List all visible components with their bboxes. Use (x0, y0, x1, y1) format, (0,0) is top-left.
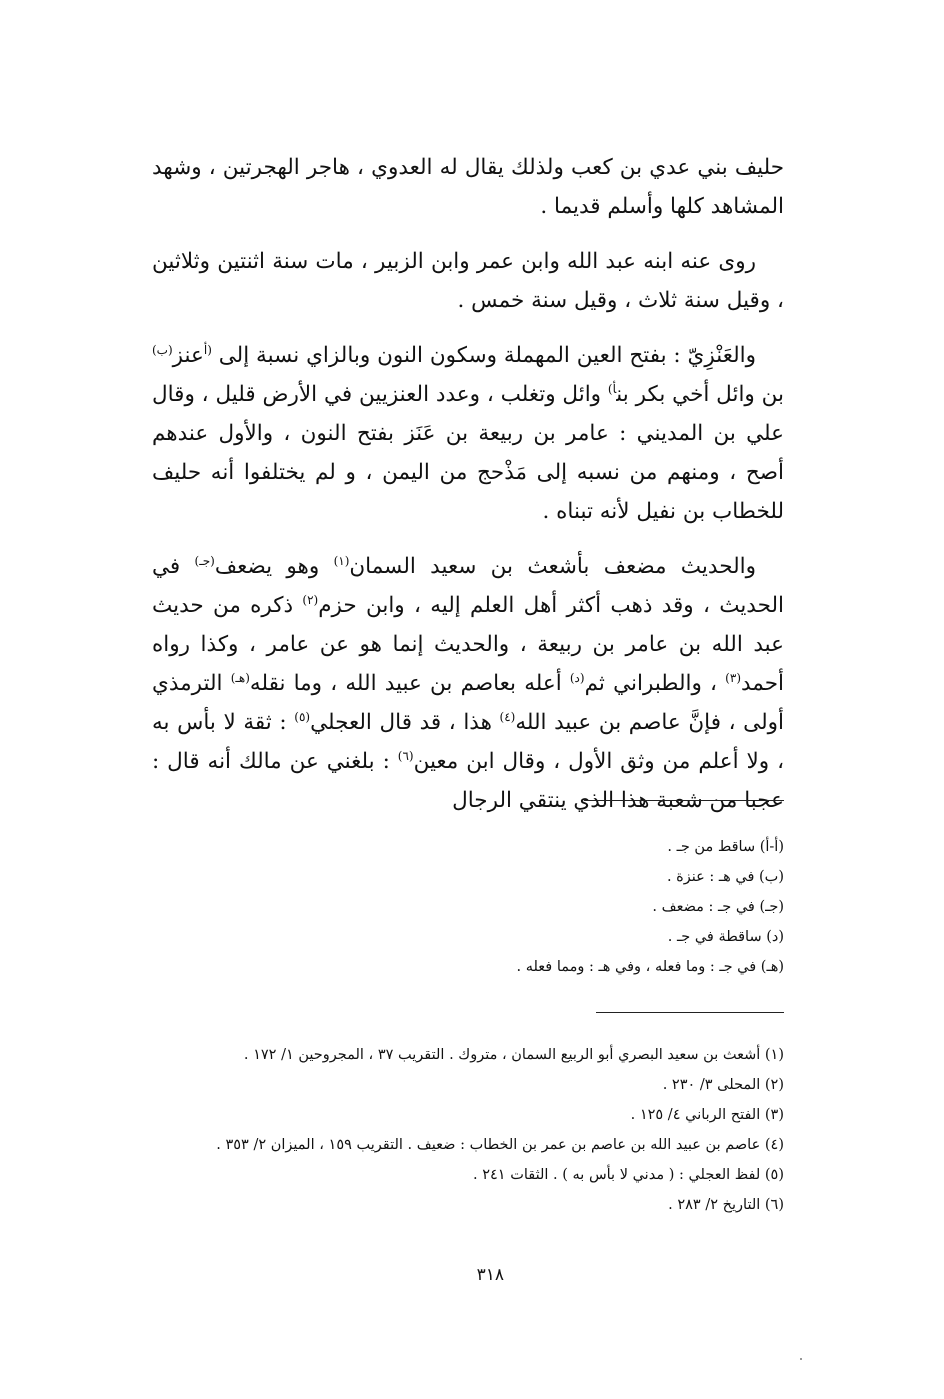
scan-speck (800, 1358, 802, 1360)
paragraph-3-text: عنز (172, 343, 204, 368)
footnote-ref-2: (٢) (302, 593, 319, 607)
paragraph-4-text: الترمذي أولى ، فإنَّ عاصم بن عبيد الله (152, 671, 784, 735)
footnote-ref-3: (٣) (725, 671, 741, 685)
variant-marker-dal: (د) (569, 671, 585, 685)
paragraph-4-text: ذكره من حديث عبد الله بن عامر بن ربيعة ، والحديث إنما هو عن عامر ، وكذا رواه أحمد (152, 593, 784, 696)
apparatus-note: (ب) في هـ : عنزة . (666, 869, 784, 885)
apparatus-notes (104, 832, 784, 982)
footnote: (١) أشعث بن سعيد البصري أبو الربيع السمان ، متروك . التقريب ٣٧ ، المجروحين ١/ ١٧٢ . (243, 1047, 784, 1063)
page-number: ٣١٨ (476, 1265, 504, 1285)
paragraph-4-text: أعله بعاصم بن عبيد الله ، وما نقله (249, 671, 570, 696)
paragraph-3-text: وائل وتغلب ، وعدد العنزيين في الأرض قليل ، وقال علي بن المديني : عامر بن ربيعة بن عَنَز بفتح النون ، والأول عندهم أصح ، ومنهم من نسبه إلى مَذْحج من اليمن ، و لم يختلفوا أنه حليف للخطاب بن نفيل لأنه تبناه . (152, 382, 784, 524)
paragraph-3-text: والعَنْزِيّ : بفتح العين المهملة وسكون النون وبالزاي نسبة إلى (211, 343, 756, 368)
paragraph-4-text: والحديث مضعف بأشعث بن سعيد السمان (349, 554, 756, 579)
paragraph-4-text: : بلغني عن مالك أنه قال : عجبا من شعبة هذا الذي ينتقي الرجال (152, 749, 784, 813)
footnote-ref-6: (٦) (397, 749, 414, 763)
paragraph-4-text: ، والطبراني ثم (584, 671, 726, 696)
paragraph-3-text: بن وائل أخي بكر بن (616, 382, 785, 407)
footnote-ref-4: (٤) (499, 710, 516, 724)
footnote-ref-5: (٥) (294, 710, 311, 724)
paragraph-4-text: هذا ، قد قال العجلي (310, 710, 500, 735)
footnote: (٢) المحلى ٣/ ٢٣٠ . (662, 1077, 784, 1093)
variant-marker-jim: (جـ) (194, 554, 215, 568)
paragraph-2 (152, 242, 784, 320)
apparatus-note: (د) ساقطة في جـ . (667, 929, 784, 945)
variant-marker-alif-close: أ) (607, 382, 617, 396)
apparatus-note: (هـ) في جـ : وما فعله ، وفي هـ : ومما فعله . (516, 959, 784, 975)
paragraph-2-text: روى عنه ابنه عبد الله وابن عمر وابن الزبير ، مات سنة اثنتين وثلاثين ، وقيل سنة ثلاث ، وقيل سنة خمس . (152, 249, 784, 313)
footnotes (104, 1040, 784, 1220)
paragraph-3 (152, 336, 784, 531)
footnote: (٥) لفظ العجلي : ( مدني لا بأس به ) . الثقات ٢٤١ . (473, 1167, 784, 1183)
footnote-ref-1: (١) (333, 554, 350, 568)
paragraph-4-text: في الحديث ، وقد ذهب أكثر أهل العلم إليه ، وابن حزم (152, 554, 784, 618)
paragraph-4-text: وهو يضعف (214, 554, 334, 579)
paragraph-4 (152, 547, 784, 820)
footnotes-divider (596, 1012, 784, 1013)
main-text (152, 148, 784, 836)
footnote: (٦) التاريخ ٢/ ٢٨٣ . (668, 1197, 784, 1213)
footnote: (٣) الفتح الرباني ٤/ ١٢٥ . (630, 1107, 784, 1123)
paragraph-1-text: حليف بني عدي بن كعب ولذلك يقال له العدوي ، هاجر الهجرتين ، وشهد المشاهد كلها وأسلم قديما . (152, 155, 784, 219)
paragraph-1 (152, 148, 784, 226)
variant-marker-alif-open: (أ (203, 343, 212, 357)
paragraph-4-text: : ثقة لا بأس به ، ولا أعلم من وثق الأول ، وقال ابن معين (152, 710, 785, 774)
apparatus-note: (أ-أ) ساقط من جـ . (667, 839, 784, 855)
variant-marker-ha: (هـ) (230, 671, 250, 685)
apparatus-divider (584, 800, 784, 801)
footnote: (٤) عاصم بن عبيد الله بن عاصم بن عمر بن الخطاب : ضعيف . التقريب ١٥٩ ، الميزان ٢/ ٣٥٣ . (216, 1137, 784, 1153)
apparatus-note: (جـ) في جـ : مضعف . (652, 899, 784, 915)
variant-marker-ba: (ب) (152, 343, 173, 357)
